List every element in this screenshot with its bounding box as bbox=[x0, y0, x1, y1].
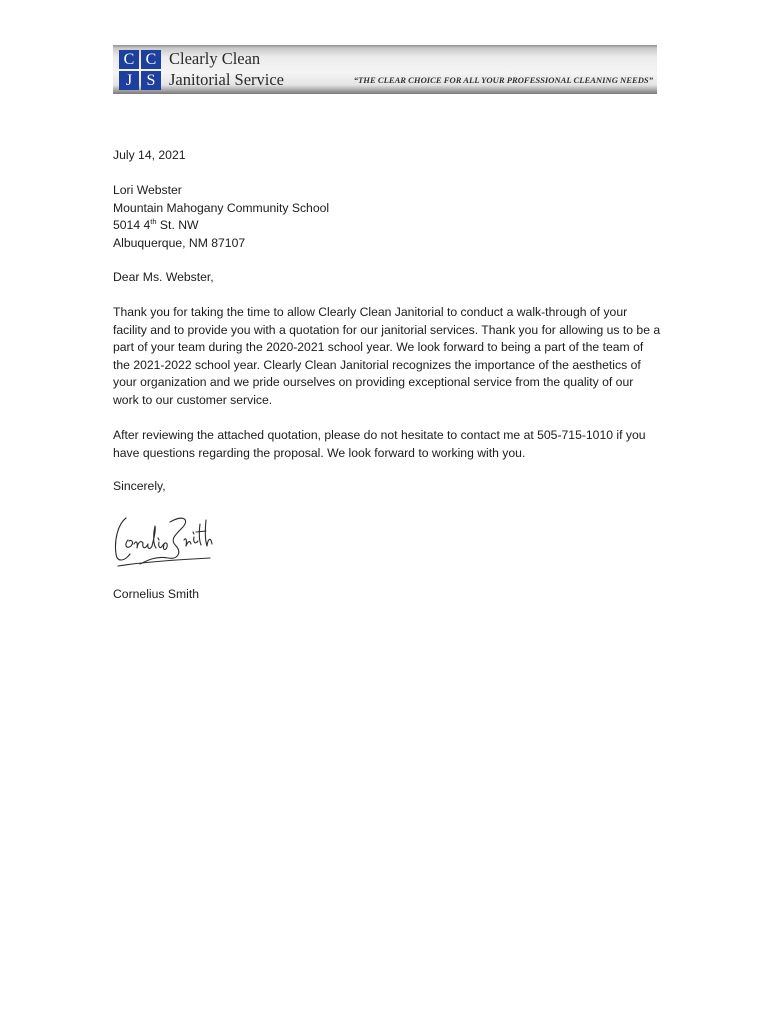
recipient-city: Albuquerque, NM 87107 bbox=[113, 235, 246, 250]
logo-letter: J bbox=[119, 71, 139, 90]
street-ordinal-suffix: th bbox=[150, 216, 157, 226]
company-tagline: “THE CLEAR CHOICE FOR ALL YOUR PROFESSIONAL CLEANING NEEDS” bbox=[353, 75, 653, 85]
body-paragraph-2: After reviewing the attached quotation, please do not hesitate to contact me at 505-715-1010 if you have questions regarding the proposal. We look forward to working with you. bbox=[113, 428, 646, 460]
company-name-line2: Janitorial Service bbox=[169, 70, 285, 89]
street-number: 5014 4 bbox=[113, 218, 151, 232]
street-name: St. NW bbox=[156, 218, 199, 232]
recipient-name: Lori Webster bbox=[113, 183, 182, 197]
closing: Sincerely, bbox=[113, 479, 166, 493]
recipient-address bbox=[113, 182, 329, 252]
recipient-street bbox=[113, 217, 329, 235]
company-name-line1: Clearly Clean bbox=[169, 49, 261, 68]
logo-letter: C bbox=[141, 50, 161, 69]
signer-name: Cornelius Smith bbox=[113, 587, 200, 601]
salutation: Dear Ms. Webster, bbox=[113, 270, 214, 284]
handwritten-signature bbox=[112, 510, 214, 568]
body-paragraph-1: Thank you for taking the time to allow Clearly Clean Janitorial to conduct a walk-through of your facility and to provide you with a quotation for our janitorial services. Thank you for allowing us to be a part of your team during the 2020-2021 school year. We look forward to being a part of the team of the 2021-2022 school year. Clearly Clean Janitorial recognizes the importance of the aesthetics of your organization and we pride ourselves on providing exceptional service from the quality of our work to our customer service. bbox=[113, 305, 661, 407]
recipient-organization: Mountain Mahogany Community School bbox=[113, 200, 330, 215]
logo-letter: S bbox=[141, 71, 161, 90]
letterhead bbox=[113, 45, 657, 94]
logo-letter: C bbox=[119, 50, 139, 69]
company-logo bbox=[119, 50, 161, 90]
letter-date: July 14, 2021 bbox=[113, 148, 186, 162]
